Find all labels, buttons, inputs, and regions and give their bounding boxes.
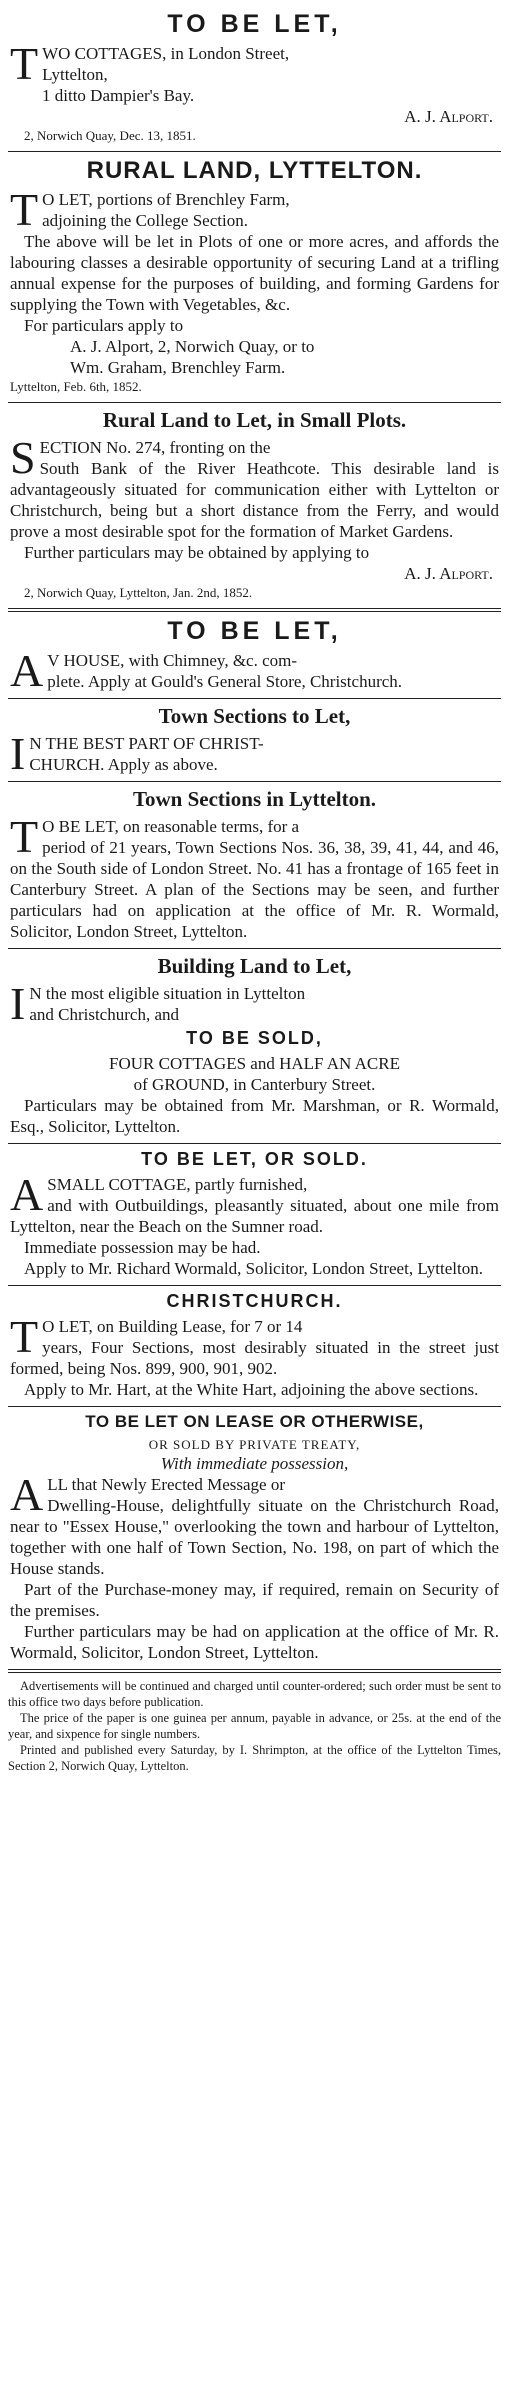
ad-italic-line: With immediate possession, <box>160 1454 349 1473</box>
ad-dateline: Lyttelton, Feb. 6th, 1852. <box>10 379 142 394</box>
ad-contact: Wm. Graham, Brenchley Farm. <box>70 358 286 377</box>
ad-dateline: 2, Norwich Quay, Lyttelton, Jan. 2nd, 1852. <box>24 585 253 600</box>
ad-line: O LET, portions of Brenchley Farm, <box>42 190 290 209</box>
ad-line: adjoining the College Section. <box>42 211 248 230</box>
drop-cap: S <box>10 432 36 483</box>
ad-title: Town Sections to Let, <box>158 704 351 728</box>
ad-title: CHRISTCHURCH. <box>166 1291 343 1311</box>
divider <box>8 698 501 699</box>
ad-apply: Apply to Mr. Richard Wormald, Solicitor, London Street, Lyttelton. <box>24 1259 483 1278</box>
divider <box>8 608 501 612</box>
ad-town-sections-lyttelton <box>8 787 501 942</box>
divider <box>8 948 501 949</box>
ad-part: Part of the Purchase-money may, if required, remain on Security of the premises. <box>10 1580 499 1620</box>
ad-line: LL that Newly Erected Message or <box>47 1475 285 1494</box>
ad-line: SMALL COTTAGE, partly furnished, <box>47 1175 308 1194</box>
footer-price: The price of the paper is one guinea per annum, payable in advance, or 25s. at the end of the year, and sixpence for single numbers. <box>8 1711 501 1741</box>
ad-title: Building Land to Let, <box>157 954 352 978</box>
drop-cap: I <box>10 978 26 1029</box>
ad-line: O BE LET, on reasonable terms, for a <box>42 817 300 836</box>
ad-house-to-let <box>8 617 501 696</box>
divider <box>8 1406 501 1407</box>
ad-body: Particulars may be obtained from Mr. Marshman, or R. Wormald, Esq., Solicitor, Lyttelton. <box>10 1096 499 1136</box>
ad-town-sections-christchurch <box>8 704 501 779</box>
ad-rural-land-lyttelton <box>8 157 501 396</box>
ad-apply: Apply to Mr. Hart, at the White Hart, adjoining the above sections. <box>24 1380 479 1399</box>
ad-title: Rural Land to Let, in Small Plots. <box>102 408 407 432</box>
ad-dateline: 2, Norwich Quay, Dec. 13, 1851. <box>24 128 196 143</box>
divider <box>8 151 501 152</box>
ad-title: TO BE LET, <box>167 617 342 645</box>
ad-line: N the most eligible situation in Lyttelton <box>29 984 306 1003</box>
drop-cap: T <box>10 1311 39 1362</box>
footer-imprint: Printed and published every Saturday, by I. Shrimpton, at the office of the Lyttelton Times, Section 2, Norwich Quay, Lyttelton. <box>8 1743 501 1773</box>
ad-line: N THE BEST PART OF CHRIST- <box>29 734 264 753</box>
ad-title: Town Sections in Lyttelton. <box>132 787 377 811</box>
divider <box>8 1285 501 1286</box>
ad-line: and Christchurch, and <box>29 1005 179 1024</box>
ad-title: TO BE LET, OR SOLD. <box>141 1149 368 1169</box>
ad-building-land <box>8 954 501 1137</box>
divider <box>8 781 501 782</box>
drop-cap: T <box>10 38 39 89</box>
ad-possession: Immediate possession may be had. <box>24 1238 261 1257</box>
ad-line: WO COTTAGES, in London Street, <box>42 44 290 63</box>
divider <box>8 402 501 403</box>
drop-cap: A <box>10 1469 44 1520</box>
ad-body: Dwelling-House, delightfully situate on the Christchurch Road, near to "Essex House," overlooking the town and harbour of Lyttelton, together with one half of Town Section, No. 198, on part of which the House stands. <box>10 1496 499 1578</box>
ad-cottages-to-let <box>8 10 501 145</box>
drop-cap: T <box>10 184 39 235</box>
ad-body: plete. Apply at Gould's General Store, Christchurch. <box>47 672 403 691</box>
ad-line: O LET, on Building Lease, for 7 or 14 <box>42 1317 303 1336</box>
divider <box>8 1669 501 1673</box>
ad-dwelling-house <box>8 1412 501 1663</box>
ad-signature: A. J. Alport. <box>404 107 493 126</box>
ad-further: Further particulars may be had on application at the office of Mr. R. Wormald, Solicitor, London Street, Lyttelton. <box>10 1622 499 1662</box>
ad-signature: A. J. Alport. <box>404 564 493 583</box>
ad-subtitle: TO BE SOLD, <box>186 1028 323 1048</box>
ad-title: RURAL LAND, LYTTELTON. <box>86 157 423 184</box>
ad-subtitle: OR SOLD BY PRIVATE TREATY, <box>148 1437 361 1452</box>
ad-rural-land-small-plots <box>8 408 501 602</box>
ad-line: ECTION No. 274, fronting on the <box>39 438 271 457</box>
ad-title: TO BE LET, <box>167 10 342 38</box>
ad-body: period of 21 years, Town Sections Nos. 36, 38, 39, 41, 44, and 46, on the South side of London Street. No. 41 has a frontage of 165 feet in Canterbury Street. A plan of the Sections may be seen, and further particulars had on application at the office of Mr. R. Wormald, Solicitor, London Street, Lyttelton. <box>10 838 499 941</box>
drop-cap: A <box>10 1169 44 1220</box>
footer-notice: Advertisements will be continued and charged until counter-ordered; such order must be sent to this office two days before publication. <box>8 1679 501 1709</box>
ad-title: TO BE LET ON LEASE OR OTHERWISE, <box>85 1412 424 1431</box>
ad-line: V HOUSE, with Chimney, &c. com- <box>47 651 298 670</box>
ad-body: The above will be let in Plots of one or more acres, and affords the labouring classes a desirable opportunity of securing Land at a trifling annual expense for the purposes of building, and forming Gardens for supplying the Town with Vegetables, &c. <box>10 232 499 314</box>
ad-body: and with Outbuildings, pleasantly situated, about one mile from Lyttelton, near the Beach on the Sumner road. <box>10 1196 499 1236</box>
ad-line: FOUR COTTAGES and HALF AN ACRE <box>109 1054 400 1073</box>
ad-line: Lyttelton, <box>42 65 108 84</box>
ad-contact: A. J. Alport, 2, Norwich Quay, or to <box>70 337 315 356</box>
ad-line: CHURCH. Apply as above. <box>29 755 218 774</box>
ad-apply: For particulars apply to <box>24 316 184 335</box>
drop-cap: A <box>10 645 44 696</box>
publication-footer <box>8 1678 501 1774</box>
ad-line: of GROUND, in Canterbury Street. <box>133 1075 376 1094</box>
divider <box>8 1143 501 1144</box>
ad-small-cottage <box>8 1149 501 1279</box>
ad-body: years, Four Sections, most desirably situated in the street just formed, being Nos. 899, 900, 901, 902. <box>10 1338 499 1378</box>
ad-line: 1 ditto Dampier's Bay. <box>42 86 195 105</box>
drop-cap: I <box>10 728 26 779</box>
ad-further: Further particulars may be obtained by applying to <box>24 543 370 562</box>
drop-cap: T <box>10 811 39 862</box>
ad-christchurch-lease <box>8 1291 501 1400</box>
ad-body: South Bank of the River Heathcote. This desirable land is advantageously situated for communication either with Lyttelton or Christchurch, being but a short distance from the Ferry, and would prove a most desirable spot for the formation of Market Gardens. <box>10 459 499 541</box>
